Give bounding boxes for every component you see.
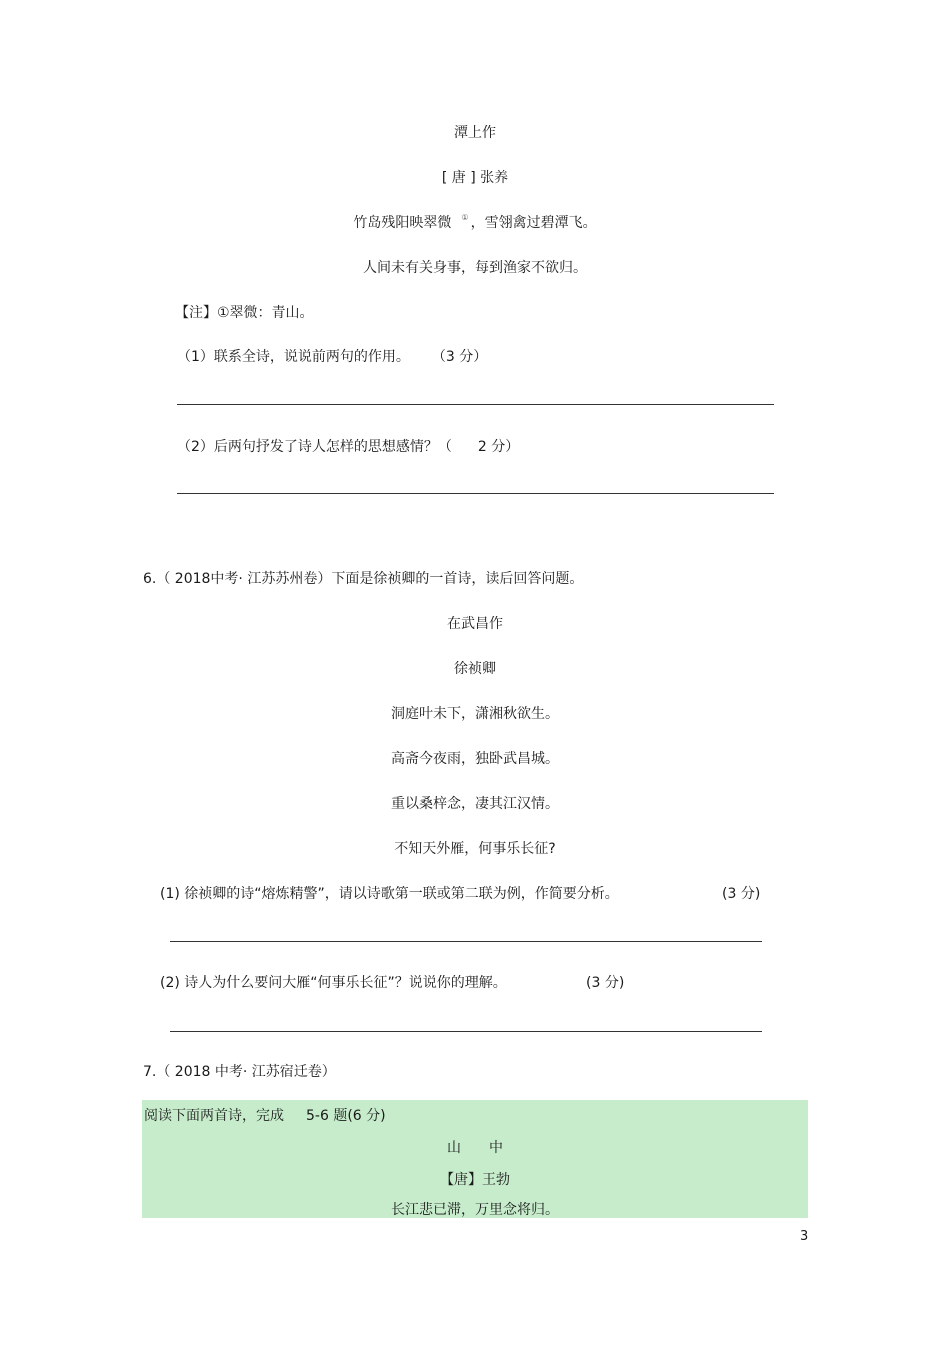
q6-poem-author: 徐祯卿 [454, 661, 496, 677]
q6-poem-line: 不知天外雁，何事乐长征? [394, 841, 556, 857]
answer-line[interactable] [170, 1031, 762, 1032]
answer-line[interactable] [170, 941, 762, 942]
poem1-line1-a: 竹岛残阳映翠微 [353, 215, 452, 231]
q7-header: 7.（ 2018 中考· 江苏宿迁卷） [143, 1064, 336, 1080]
poem1-q1-score: （3 分） [431, 349, 488, 365]
answer-line[interactable] [177, 404, 774, 405]
poem1-question1 [177, 346, 487, 366]
q6-sub1-score: (3 分) [722, 886, 761, 902]
q7-reading-box [142, 1100, 808, 1218]
q6-poem-title: 在武昌作 [447, 616, 503, 632]
poem1-q1-text: （1）联系全诗，说说前两句的作用。 [177, 349, 410, 365]
answer-line[interactable] [177, 493, 774, 494]
q6-sub2-text: (2) 诗人为什么要问大雁“何事乐长征”？说说你的理解。 [160, 975, 507, 991]
q6-sub2-score: (3 分) [586, 975, 625, 991]
q6-header: 6.（ 2018中考· 江苏苏州卷）下面是徐祯卿的一首诗，读后回答问题。 [143, 571, 584, 587]
poem1-line1-b: ，雪翎禽过碧潭飞。 [470, 215, 597, 231]
q7-poem-title: 山 中 [447, 1140, 503, 1156]
q6-poem-line: 洞庭叶未下，潇湘秋欲生。 [391, 706, 559, 722]
poem1-question2 [177, 436, 519, 456]
q7-instruction-b: 5-6 题(6 分) [306, 1108, 386, 1124]
q7-poem-line1: 长江悲已滞，万里念将归。 [391, 1202, 559, 1218]
q6-poem-line: 重以桑梓念，凄其江汉情。 [391, 796, 559, 812]
q7-instruction [144, 1105, 386, 1125]
q6-poem-line: 高斋今夜雨，独卧武昌城。 [391, 751, 559, 767]
poem1-author: [ 唐 ] 张养 [441, 170, 509, 186]
poem1-note: 【注】①翠微：青山。 [175, 305, 314, 321]
page-number: 3 [800, 1229, 809, 1244]
q7-instruction-a: 阅读下面两首诗，完成 [144, 1108, 284, 1124]
q7-poem-author: 【唐】王勃 [440, 1172, 510, 1188]
poem1-q2-text: （2）后两句抒发了诗人怎样的思想感情？（ [177, 439, 452, 455]
poem1-q2-score: 2 分） [477, 439, 520, 455]
poem1-title: 潭上作 [454, 125, 496, 141]
footnote-marker: ① [461, 213, 469, 222]
poem1-line2: 人间未有关身事，每到渔家不欲归。 [363, 260, 587, 276]
poem1-line1 [0, 212, 950, 232]
q6-sub1-text: (1) 徐祯卿的诗“熔炼精警”，请以诗歌第一联或第二联为例，作简要分析。 [160, 886, 619, 902]
